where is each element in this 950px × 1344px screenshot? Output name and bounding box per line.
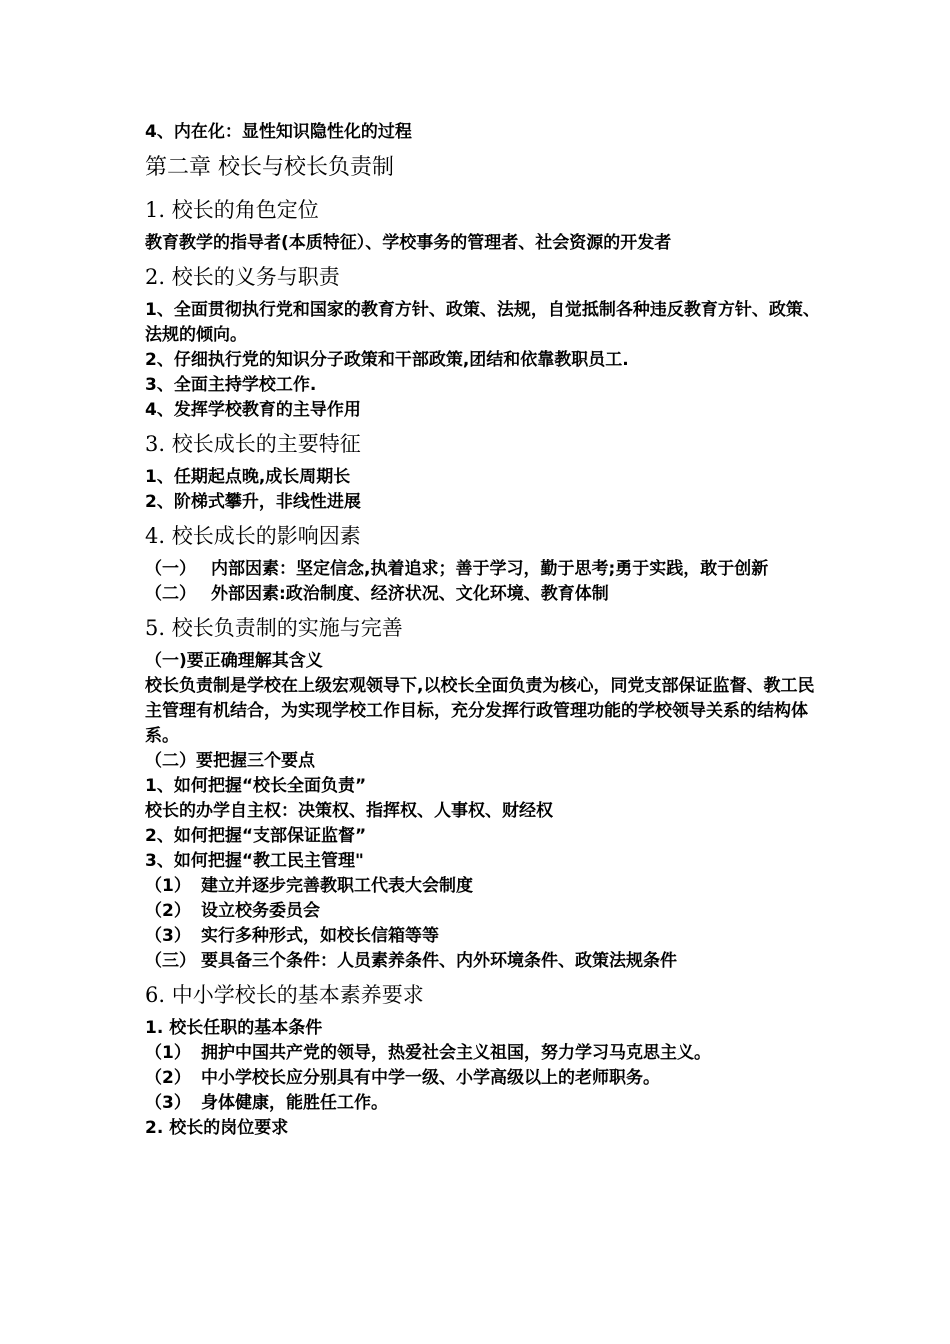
list-marker: （1）: [145, 1043, 191, 1063]
text-line: 1、任期起点晚,成长周期长: [145, 467, 351, 487]
list-item-text: 中小学校长应分别具有中学一级、小学高级以上的老师职务。: [201, 1068, 660, 1088]
text-line: 1、全面贯彻执行党和国家的教育方针、政策、法规，自觉抵制各种违反教育方针、政策、法规的倾向。: [145, 300, 820, 345]
text-line: 2. 校长的岗位要求: [145, 1118, 289, 1138]
text-line: 1、如何把握“校长全面负责”: [145, 776, 367, 796]
list-item-text: 建立并逐步完善教职工代表大会制度: [201, 876, 473, 896]
list-item-text: 内部因素：坚定信念,执着追求；善于学习，勤于思考;勇于实践，敢于创新: [211, 559, 769, 579]
list-marker: （2）: [145, 1068, 191, 1088]
list-marker: （一）: [145, 559, 196, 579]
list-item: [145, 874, 825, 899]
list-marker: （1）: [145, 876, 191, 896]
text-line: 2、仔细执行党的知识分子政策和干部政策,团结和依靠教职员工.: [145, 350, 629, 370]
text-line: 1. 校长任职的基本条件: [145, 1018, 323, 1038]
text-line: 2、阶梯式攀升，非线性进展: [145, 492, 361, 512]
list-item: [145, 557, 825, 582]
text-line: （一)要正确理解其含义: [145, 651, 323, 671]
text-line: 2、如何把握“支部保证监督”: [145, 826, 367, 846]
text-line: 4、发挥学校教育的主导作用: [145, 400, 361, 420]
list-item: [145, 582, 825, 607]
section-heading: 2. 校长的义务与职责: [145, 265, 340, 289]
text-line: 校长的办学自主权：决策权、指挥权、人事权、财经权: [145, 801, 553, 821]
list-marker: （2）: [145, 901, 191, 921]
list-marker: （3）: [145, 926, 191, 946]
list-item: [145, 949, 825, 974]
text-line: （二）要把握三个要点: [145, 751, 315, 771]
list-item-text: 拥护中国共产党的领导，热爱社会主义祖国，努力学习马克思主义。: [201, 1043, 711, 1063]
section-heading: 5. 校长负责制的实施与完善: [145, 616, 403, 640]
list-marker: （二）: [145, 584, 196, 604]
list-item: [145, 1091, 825, 1116]
list-item-text: 设立校务委员会: [201, 901, 320, 921]
text-line: 3、如何把握“教工民主管理": [145, 851, 364, 871]
list-item: [145, 1066, 825, 1091]
section-heading: 1. 校长的角色定位: [145, 198, 319, 222]
list-item-text: 实行多种形式，如校长信箱等等: [201, 926, 439, 946]
section-heading: 4. 校长成长的影响因素: [145, 524, 361, 548]
text-line: 4、内在化：显性知识隐性化的过程: [145, 122, 412, 142]
text-line: 教育教学的指导者(本质特征）、学校事务的管理者、社会资源的开发者: [145, 233, 672, 253]
document-body: [145, 120, 825, 1141]
text-line: 校长负责制是学校在上级宏观领导下,以校长全面负责为核心，同党支部保证监督、教工民主管理有机结合，为实现学校工作目标，充分发挥行政管理功能的学校领导关系的结构体系。: [145, 676, 815, 746]
text-line: 3、全面主持学校工作.: [145, 375, 317, 395]
list-marker: （3）: [145, 1093, 191, 1113]
chapter-title: 第二章 校长与校长负责制: [145, 155, 394, 180]
list-item: [145, 899, 825, 924]
list-item-text: 身体健康，能胜任工作。: [201, 1093, 388, 1113]
list-item: [145, 1041, 825, 1066]
section-heading: 6. 中小学校长的基本素养要求: [145, 983, 424, 1007]
list-item-text: 要具备三个条件：人员素养条件、内外环境条件、政策法规条件: [201, 951, 677, 971]
list-marker: （三）: [145, 951, 196, 971]
list-item: [145, 924, 825, 949]
list-item-text: 外部因素:政治制度、经济状况、文化环境、教育体制: [211, 584, 609, 604]
section-heading: 3. 校长成长的主要特征: [145, 432, 361, 456]
